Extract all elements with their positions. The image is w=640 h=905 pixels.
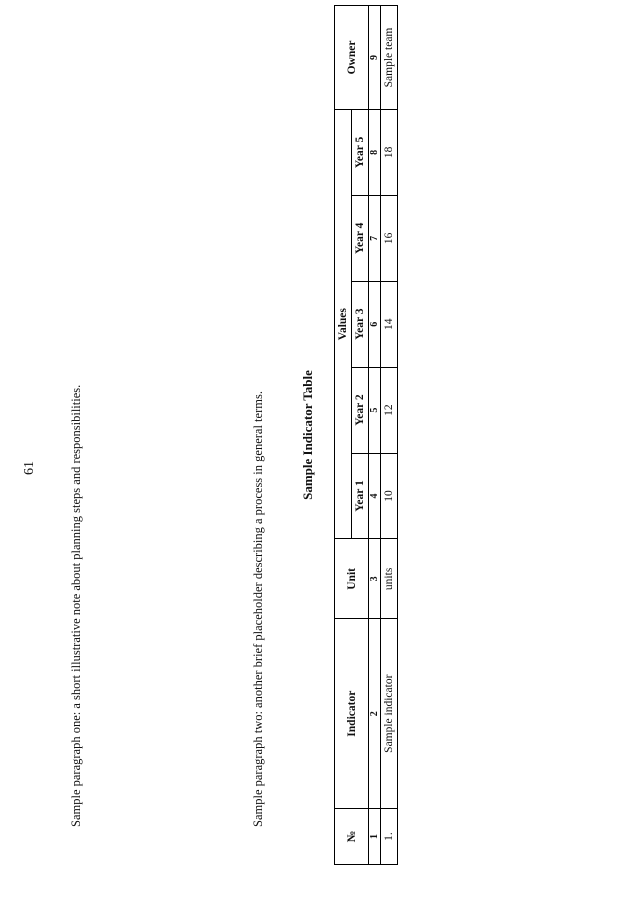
row-responsible: Sample team xyxy=(381,6,398,110)
header-year: Year 3 xyxy=(352,281,369,367)
header-unit: Unit xyxy=(335,539,369,619)
column-number: 5 xyxy=(369,367,381,453)
column-number: 2 xyxy=(369,619,381,809)
header-year: Year 5 xyxy=(352,109,369,195)
header-number: № xyxy=(335,809,369,865)
column-number: 6 xyxy=(369,281,381,367)
column-number: 4 xyxy=(369,453,381,539)
column-number: 1 xyxy=(369,809,381,865)
table-caption: Sample Indicator Table xyxy=(300,370,315,500)
header-year: Year 4 xyxy=(352,195,369,281)
row-indicator-name: Sample indicator xyxy=(381,619,398,809)
column-number-row xyxy=(369,6,381,865)
row-number: 1. xyxy=(381,809,398,865)
column-number: 3 xyxy=(369,539,381,619)
column-number: 8 xyxy=(369,109,381,195)
paragraph-2: Sample paragraph two: another brief placeholder describing a process in general terms. xyxy=(250,391,265,827)
header-responsible: Owner xyxy=(335,6,369,110)
page-number: 61 xyxy=(22,461,37,475)
table-row xyxy=(381,6,398,865)
row-value: 14 xyxy=(381,281,398,367)
paragraph-1: Sample paragraph one: a short illustrative note about planning steps and responsibilities. xyxy=(68,384,83,827)
header-year: Year 1 xyxy=(352,453,369,539)
header-values-group: Values xyxy=(335,109,352,538)
row-value: 12 xyxy=(381,367,398,453)
row-value: 16 xyxy=(381,195,398,281)
header-indicator-name: Indicator xyxy=(335,619,369,809)
indicators-table xyxy=(334,5,398,865)
header-year: Year 2 xyxy=(352,367,369,453)
row-unit: units xyxy=(381,539,398,619)
column-number: 9 xyxy=(369,6,381,110)
row-value: 18 xyxy=(381,109,398,195)
column-number: 7 xyxy=(369,195,381,281)
row-value: 10 xyxy=(381,453,398,539)
